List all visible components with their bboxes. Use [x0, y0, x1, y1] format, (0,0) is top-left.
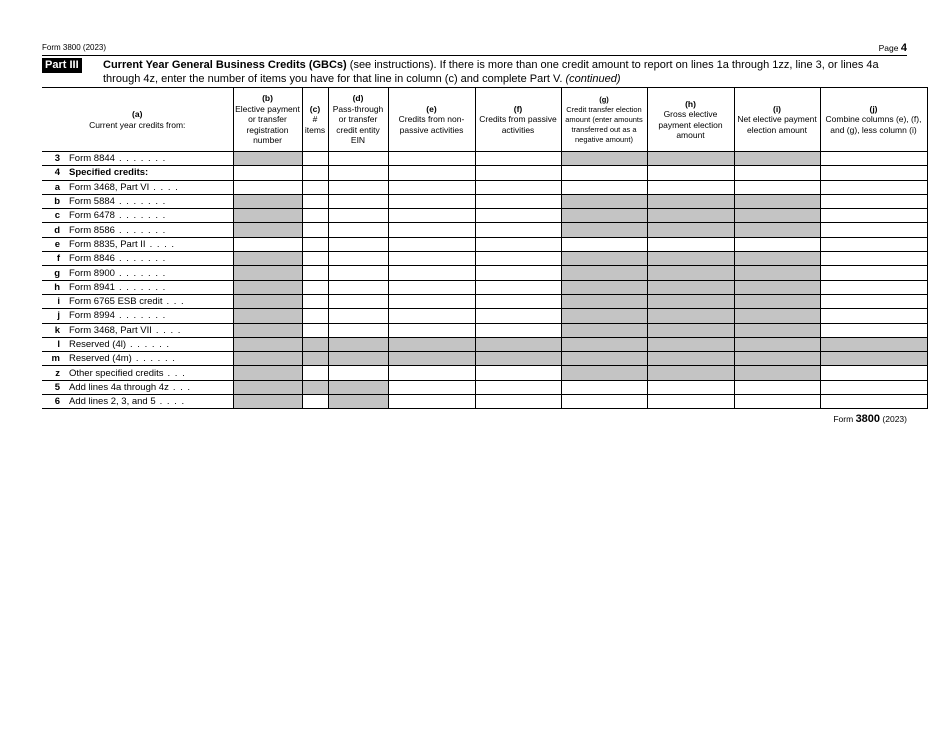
line-description [67, 280, 233, 294]
col-i-header: (i) Net elective payment election amount [734, 88, 820, 152]
line-label: Form 6765 ESB credit [69, 296, 163, 308]
shaded-cell-i [734, 252, 820, 266]
line-label: Add lines 4a through 4z [69, 381, 169, 393]
shaded-cell-d [328, 380, 388, 394]
line-label: Form 8994 [69, 310, 115, 322]
line-label: Form 3468, Part VI [69, 181, 150, 193]
entry-cell-j[interactable] [820, 266, 927, 280]
line-number: f [42, 252, 67, 266]
leader-dots: . . . . . . . [118, 281, 167, 293]
entry-cell-d[interactable] [328, 280, 388, 294]
line-label: Add lines 2, 3, and 5 [69, 396, 156, 408]
entry-cell-f[interactable] [475, 180, 561, 194]
line-label: Reserved (4m) [69, 353, 132, 365]
shaded-cell-d [328, 395, 388, 409]
shaded-cell-j [820, 352, 927, 366]
table-row [42, 209, 927, 223]
shaded-cell-g [561, 323, 647, 337]
shaded-cell-b [233, 395, 302, 409]
line-label: Form 3468, Part VII [69, 324, 152, 336]
entry-cell-j[interactable] [820, 323, 927, 337]
shaded-cell-g [561, 223, 647, 237]
entry-cell-i [734, 166, 820, 180]
entry-cell-e[interactable] [388, 266, 475, 280]
entry-cell-b[interactable] [233, 180, 302, 194]
entry-cell-d[interactable] [328, 237, 388, 251]
shaded-cell-c [302, 337, 328, 351]
entry-cell-i[interactable] [734, 380, 820, 394]
entry-cell-b [233, 166, 302, 180]
line-number: j [42, 309, 67, 323]
part-header [42, 55, 907, 88]
shaded-cell-i [734, 352, 820, 366]
footer-form-number: 3800 [855, 413, 881, 425]
shaded-cell-b [233, 337, 302, 351]
table-row [42, 337, 927, 351]
page-indicator: Page 4 [878, 42, 907, 54]
leader-dots: . . . [166, 296, 185, 308]
line-label: Other specified credits [69, 367, 164, 379]
leader-dots: . . . . . . . [118, 196, 167, 208]
entry-cell-h [647, 166, 734, 180]
line-number: k [42, 323, 67, 337]
entry-cell-c[interactable] [302, 209, 328, 223]
shaded-cell-i [734, 280, 820, 294]
leader-dots: . . . . . . . [118, 253, 167, 265]
shaded-cell-g [561, 309, 647, 323]
shaded-cell-i [734, 309, 820, 323]
line-description [67, 366, 233, 380]
table-row [42, 366, 927, 380]
entry-cell-g[interactable] [561, 395, 647, 409]
leader-dots: . . . . . . . [118, 210, 167, 222]
leader-dots: . . . . . . [130, 339, 171, 350]
entry-cell-j[interactable] [820, 209, 927, 223]
shaded-cell-i [734, 152, 820, 166]
line-number: 4 [42, 166, 67, 180]
shaded-cell-d [328, 337, 388, 351]
entry-cell-d[interactable] [328, 194, 388, 208]
shaded-cell-i [734, 209, 820, 223]
table-row [42, 223, 927, 237]
shaded-cell-g [561, 366, 647, 380]
shaded-cell-h [647, 223, 734, 237]
shaded-cell-h [647, 366, 734, 380]
shaded-cell-b [233, 366, 302, 380]
entry-cell-e[interactable] [388, 309, 475, 323]
shaded-cell-h [647, 337, 734, 351]
line-number: a [42, 180, 67, 194]
line-label: Reserved (4l) [69, 339, 127, 350]
page-header [42, 42, 907, 54]
line-description [67, 223, 233, 237]
entry-cell-g [561, 166, 647, 180]
entry-cell-c[interactable] [302, 323, 328, 337]
entry-cell-b[interactable] [233, 237, 302, 251]
line-description [67, 266, 233, 280]
line-number: l [42, 337, 67, 351]
page-number: 4 [900, 42, 907, 54]
shaded-cell-i [734, 323, 820, 337]
credits-table [42, 87, 928, 409]
entry-cell-c[interactable] [302, 152, 328, 166]
shaded-cell-b [233, 223, 302, 237]
entry-cell-c[interactable] [302, 180, 328, 194]
entry-cell-j[interactable] [820, 380, 927, 394]
shaded-cell-g [561, 194, 647, 208]
entry-cell-h[interactable] [647, 180, 734, 194]
shaded-cell-h [647, 252, 734, 266]
table-row [42, 280, 927, 294]
shaded-cell-d [328, 352, 388, 366]
line-description [67, 309, 233, 323]
entry-cell-j[interactable] [820, 280, 927, 294]
entry-cell-d[interactable] [328, 309, 388, 323]
entry-cell-j[interactable] [820, 223, 927, 237]
col-g-header: (g) Credit transfer election amount (enter amounts transferred out as a negative amount) [561, 88, 647, 152]
line-description [67, 337, 233, 351]
shaded-cell-i [734, 337, 820, 351]
shaded-cell-b [233, 294, 302, 308]
entry-cell-d[interactable] [328, 209, 388, 223]
shaded-cell-h [647, 323, 734, 337]
entry-cell-h[interactable] [647, 380, 734, 394]
line-number: z [42, 366, 67, 380]
line-description [67, 395, 233, 409]
entry-cell-j[interactable] [820, 180, 927, 194]
shaded-cell-g [561, 337, 647, 351]
leader-dots: . . . [172, 381, 192, 393]
shaded-cell-b [233, 209, 302, 223]
shaded-cell-i [734, 366, 820, 380]
shaded-cell-i [734, 294, 820, 308]
entry-cell-j[interactable] [820, 294, 927, 308]
part-title: Current Year General Business Credits (GBCs) [103, 59, 347, 71]
entry-cell-e[interactable] [388, 209, 475, 223]
line-description [67, 209, 233, 223]
table-row [42, 237, 927, 251]
table-row [42, 395, 927, 409]
shaded-cell-b [233, 280, 302, 294]
table-row [42, 266, 927, 280]
shaded-cell-j [820, 337, 927, 351]
entry-cell-d[interactable] [328, 366, 388, 380]
entry-cell-f[interactable] [475, 209, 561, 223]
line-label: Form 8586 [69, 224, 115, 236]
line-description [67, 166, 233, 180]
shaded-cell-g [561, 209, 647, 223]
entry-cell-c[interactable] [302, 266, 328, 280]
line-description [67, 294, 233, 308]
part-badge: Part III [42, 58, 82, 73]
shaded-cell-g [561, 294, 647, 308]
table-row [42, 152, 927, 166]
form-label: Form 3800 (2023) [42, 43, 107, 52]
entry-cell-j[interactable] [820, 395, 927, 409]
entry-cell-d[interactable] [328, 294, 388, 308]
leader-dots: . . . . . . [135, 353, 176, 365]
shaded-cell-g [561, 352, 647, 366]
shaded-cell-b [233, 252, 302, 266]
entry-cell-d[interactable] [328, 323, 388, 337]
shaded-cell-h [647, 280, 734, 294]
leader-dots: . . . . . . . [118, 153, 167, 165]
line-description [67, 237, 233, 251]
line-number: c [42, 209, 67, 223]
entry-cell-c[interactable] [302, 237, 328, 251]
column-header-row [42, 88, 927, 152]
part-description [103, 58, 907, 86]
table-row [42, 294, 927, 308]
leader-dots: . . . . [159, 396, 186, 408]
col-e-header: (e) Credits from non-passive activities [388, 88, 475, 152]
shaded-cell-g [561, 152, 647, 166]
table-row [42, 252, 927, 266]
credit-rows [42, 152, 927, 409]
entry-cell-g[interactable] [561, 380, 647, 394]
entry-cell-c[interactable] [302, 252, 328, 266]
entry-cell-h[interactable] [647, 395, 734, 409]
shaded-cell-g [561, 252, 647, 266]
entry-cell-e[interactable] [388, 280, 475, 294]
entry-cell-c[interactable] [302, 280, 328, 294]
entry-cell-f [475, 166, 561, 180]
entry-cell-f[interactable] [475, 252, 561, 266]
entry-cell-d[interactable] [328, 252, 388, 266]
entry-cell-j[interactable] [820, 194, 927, 208]
entry-cell-e[interactable] [388, 294, 475, 308]
entry-cell-d[interactable] [328, 180, 388, 194]
entry-cell-j [820, 166, 927, 180]
table-row [42, 323, 927, 337]
entry-cell-e[interactable] [388, 252, 475, 266]
line-description [67, 152, 233, 166]
line-number: h [42, 280, 67, 294]
entry-cell-f[interactable] [475, 194, 561, 208]
leader-dots: . . . . . . . [118, 224, 167, 236]
part-continued: (continued) [565, 73, 621, 85]
entry-cell-g[interactable] [561, 180, 647, 194]
shaded-cell-f [475, 337, 561, 351]
line-label: Specified credits: [69, 167, 149, 179]
entry-cell-f[interactable] [475, 223, 561, 237]
line-label: Form 8846 [69, 253, 115, 265]
shaded-cell-i [734, 194, 820, 208]
shaded-cell-c [302, 380, 328, 394]
entry-cell-e[interactable] [388, 194, 475, 208]
line-description [67, 252, 233, 266]
leader-dots: . . . . . . . [118, 310, 167, 322]
table-row [42, 194, 927, 208]
col-f-header: (f) Credits from passive activities [475, 88, 561, 152]
col-h-header: (h) Gross elective payment election amount [647, 88, 734, 152]
entry-cell-c[interactable] [302, 223, 328, 237]
shaded-cell-f [475, 352, 561, 366]
entry-cell-f[interactable] [475, 280, 561, 294]
entry-cell-i[interactable] [734, 237, 820, 251]
entry-cell-j[interactable] [820, 366, 927, 380]
shaded-cell-c [302, 352, 328, 366]
entry-cell-c [302, 166, 328, 180]
line-description [67, 180, 233, 194]
entry-cell-f[interactable] [475, 395, 561, 409]
shaded-cell-b [233, 266, 302, 280]
line-number: 5 [42, 380, 67, 394]
shaded-cell-g [561, 280, 647, 294]
entry-cell-d[interactable] [328, 223, 388, 237]
entry-cell-d [328, 166, 388, 180]
line-number: m [42, 352, 67, 366]
table-row [42, 309, 927, 323]
entry-cell-e[interactable] [388, 237, 475, 251]
shaded-cell-h [647, 209, 734, 223]
line-label: Form 8900 [69, 267, 115, 279]
shaded-cell-b [233, 380, 302, 394]
entry-cell-c[interactable] [302, 366, 328, 380]
entry-cell-e[interactable] [388, 180, 475, 194]
line-label: Form 8835, Part II [69, 238, 146, 250]
entry-cell-j[interactable] [820, 252, 927, 266]
line-description [67, 194, 233, 208]
entry-cell-i[interactable] [734, 180, 820, 194]
shaded-cell-h [647, 194, 734, 208]
shaded-cell-h [647, 294, 734, 308]
shaded-cell-b [233, 323, 302, 337]
line-description [67, 380, 233, 394]
line-label: Form 6478 [69, 210, 115, 222]
col-b-header: (b) Elective payment or transfer registration number [233, 88, 302, 152]
entry-cell-c[interactable] [302, 194, 328, 208]
page-footer: Form 3800 (2023) [833, 413, 907, 425]
shaded-cell-b [233, 152, 302, 166]
entry-cell-e[interactable] [388, 152, 475, 166]
entry-cell-e [388, 166, 475, 180]
entry-cell-h[interactable] [647, 237, 734, 251]
entry-cell-e[interactable] [388, 323, 475, 337]
shaded-cell-h [647, 266, 734, 280]
line-number: d [42, 223, 67, 237]
entry-cell-d[interactable] [328, 152, 388, 166]
entry-cell-c[interactable] [302, 294, 328, 308]
leader-dots: . . . . [155, 324, 182, 336]
entry-cell-g[interactable] [561, 237, 647, 251]
col-d-header: (d) Pass-through or transfer credit entity EIN [328, 88, 388, 152]
entry-cell-d[interactable] [328, 266, 388, 280]
entry-cell-i[interactable] [734, 395, 820, 409]
entry-cell-e[interactable] [388, 380, 475, 394]
part-instructions: (see instructions). If there is more than one credit amount to report on lines 1a through 1zz, line 3, or lines 4a through 4z, enter the number of items you have for that line in column (c) and complete Part V. [103, 59, 879, 85]
line-description [67, 323, 233, 337]
table-row [42, 380, 927, 394]
shaded-cell-e [388, 352, 475, 366]
line-label: Form 8941 [69, 281, 115, 293]
line-number: e [42, 237, 67, 251]
entry-cell-c[interactable] [302, 395, 328, 409]
col-c-header: (c) # items [302, 88, 328, 152]
entry-cell-j[interactable] [820, 237, 927, 251]
leader-dots: . . . . [149, 238, 176, 250]
leader-dots: . . . . . . . [118, 267, 167, 279]
leader-dots: . . . [167, 367, 186, 379]
leader-dots: . . . . [153, 181, 179, 193]
table-row [42, 180, 927, 194]
shaded-cell-h [647, 352, 734, 366]
entry-cell-j[interactable] [820, 309, 927, 323]
shaded-cell-h [647, 309, 734, 323]
entry-cell-f[interactable] [475, 266, 561, 280]
entry-cell-e[interactable] [388, 366, 475, 380]
entry-cell-f[interactable] [475, 237, 561, 251]
shaded-cell-b [233, 352, 302, 366]
table-row [42, 352, 927, 366]
line-number: 6 [42, 395, 67, 409]
line-number: i [42, 294, 67, 308]
entry-cell-f[interactable] [475, 323, 561, 337]
entry-cell-c[interactable] [302, 309, 328, 323]
line-label: Form 8844 [69, 153, 115, 165]
col-j-header: (j) Combine columns (e), (f), and (g), less column (i) [820, 88, 927, 152]
shaded-cell-b [233, 309, 302, 323]
table-row [42, 166, 927, 180]
entry-cell-f[interactable] [475, 380, 561, 394]
line-number: 3 [42, 152, 67, 166]
entry-cell-e[interactable] [388, 395, 475, 409]
shaded-cell-i [734, 223, 820, 237]
shaded-cell-i [734, 266, 820, 280]
entry-cell-f[interactable] [475, 309, 561, 323]
entry-cell-j[interactable] [820, 152, 927, 166]
entry-cell-f[interactable] [475, 152, 561, 166]
line-number: g [42, 266, 67, 280]
shaded-cell-b [233, 194, 302, 208]
shaded-cell-g [561, 266, 647, 280]
col-a-header: (a) Current year credits from: [42, 88, 233, 152]
entry-cell-f[interactable] [475, 294, 561, 308]
line-label: Form 5884 [69, 196, 115, 208]
entry-cell-e[interactable] [388, 223, 475, 237]
line-number: b [42, 194, 67, 208]
line-description [67, 352, 233, 366]
shaded-cell-e [388, 337, 475, 351]
entry-cell-f[interactable] [475, 366, 561, 380]
shaded-cell-h [647, 152, 734, 166]
